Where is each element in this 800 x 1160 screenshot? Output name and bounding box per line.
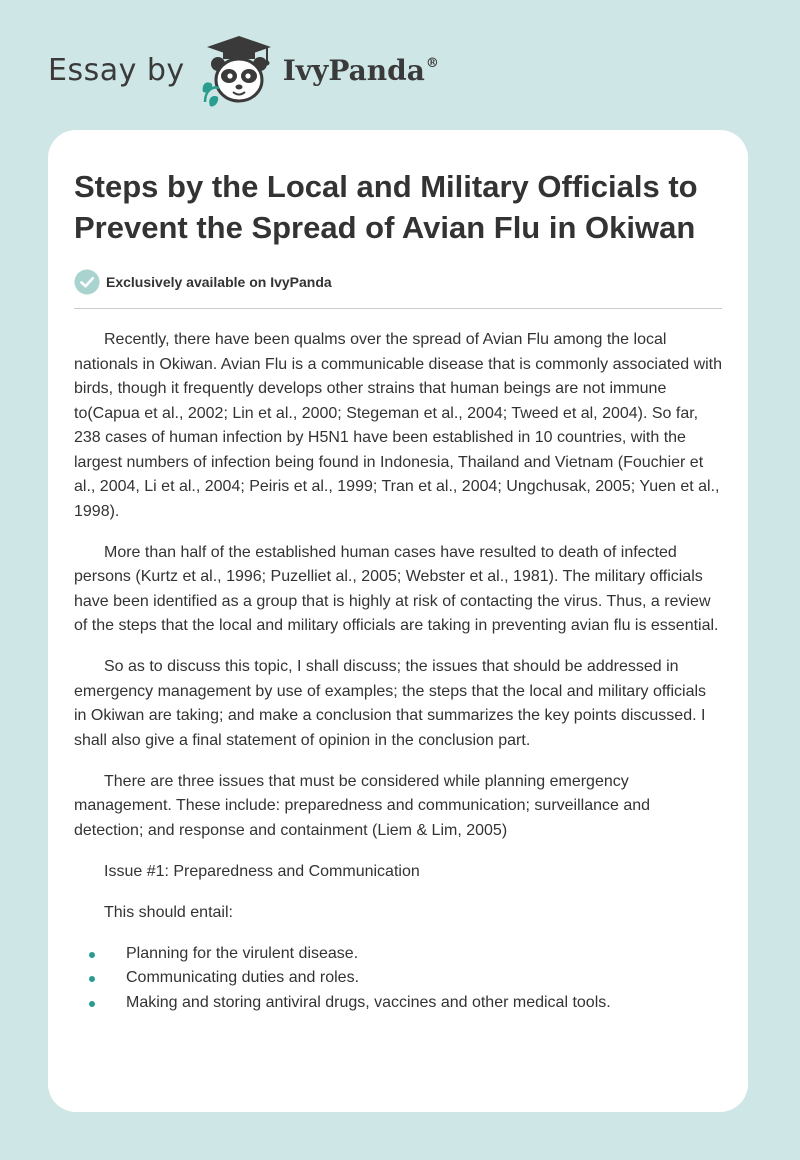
title-divider — [74, 308, 722, 309]
paragraph: There are three issues that must be considered while planning emergency management. These include: preparedness and communication; surveillance and detection; and response and containment (Liem & Lim, 2005) — [74, 772, 651, 839]
paragraph: More than half of the established human cases have resulted to death of infected persons (Kurtz et al., 1996; Puzelliet al., 2005; Webster et al., 1981). The military officials have been identified as a group that is highly at risk of contacting the virus. Thus, a review of the steps that the local and military officials are taking in preventing avian flu is essential. — [74, 543, 719, 634]
list-item-text: Planning for the virulent disease. — [126, 944, 359, 962]
bullet-dot-icon — [89, 976, 95, 982]
bullet-dot-icon — [89, 952, 95, 958]
paragraph: So as to discuss this topic, I shall discuss; the issues that should be addressed in emergency management by use of examples; the steps that the local and military officials in Okiwan are taking; and make a conclusion that summarizes the key points discussed. I shall also give a final statement of opinion in the conclusion part. — [74, 658, 707, 749]
bullet-list — [74, 942, 722, 1016]
panda-graduate-logo-icon[interactable] — [199, 30, 279, 110]
list-item-text: Making and storing antiviral drugs, vaccines and other medical tools. — [126, 993, 611, 1011]
essay-by-label: Essay by — [48, 52, 185, 88]
site-header — [48, 30, 439, 110]
issue-heading: Issue #1: Preparedness and Communication — [104, 862, 420, 880]
list-item — [74, 966, 722, 991]
check-circle-icon — [74, 269, 100, 295]
paragraph: Recently, there have been qualms over the spread of Avian Flu among the local nationals in Okiwan. Avian Flu is a communicable disease that is commonly associated with birds, though it frequently develops other strains that human beings are not immune to(Capua et al., 2002; Lin et al., 2000; Stegeman et al., 2004; Tweed et al, 2004). So far, 238 cases of human infection by H5N1 have been established in 10 countries, with the largest numbers of infection being found in Indonesia, Thailand and Vietnam (Fouchier et al., 2004, Li et al., 2004; Peiris et al., 1999; Tran et al., 2004; Ungchusak, 2005; Yuen et al., 1998). — [74, 331, 723, 520]
brand-name[interactable]: IvyPanda® — [282, 53, 439, 87]
exclusive-badge-text: Exclusively available on IvyPanda — [106, 274, 332, 290]
bullet-dot-icon — [89, 1001, 95, 1007]
article-body — [74, 328, 722, 1015]
entail-text: This should entail: — [104, 903, 233, 921]
article-card — [48, 130, 748, 1112]
list-item — [74, 991, 722, 1016]
list-item — [74, 942, 722, 967]
exclusive-badge — [74, 268, 722, 296]
article-title: Steps by the Local and Military Officials to Prevent the Spread of Avian Flu in Okiwan — [74, 169, 698, 245]
list-item-text: Communicating duties and roles. — [126, 969, 360, 986]
registered-mark: ® — [425, 55, 439, 71]
